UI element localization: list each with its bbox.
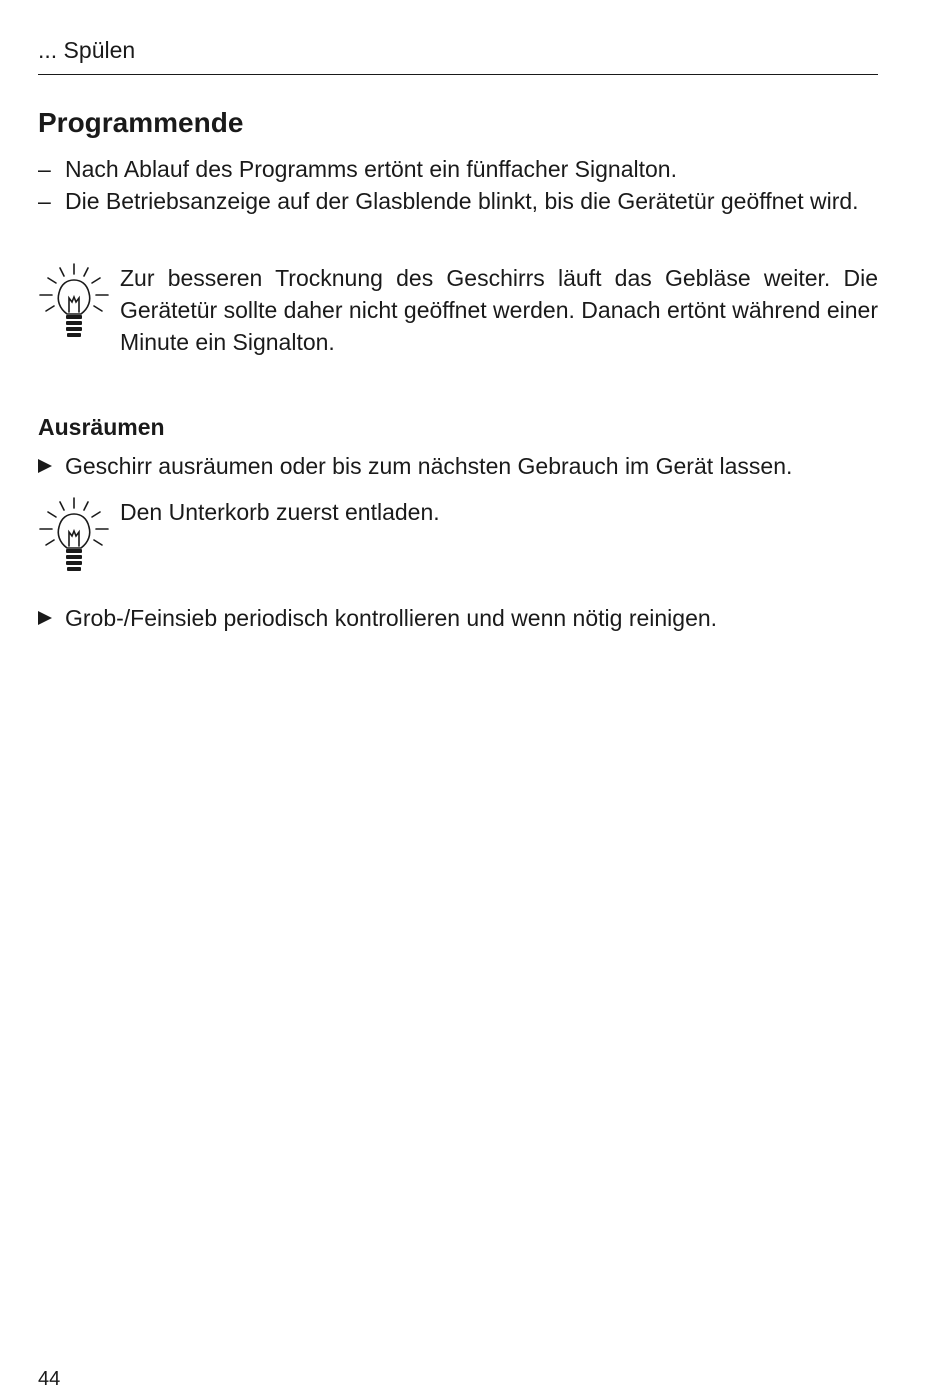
- program-end-list: [38, 153, 878, 217]
- list-item-text: Die Betriebsanzeige auf der Glasblende blinkt, bis die Gerätetür geöffnet wird.: [65, 188, 859, 214]
- instruction-step: [38, 602, 878, 634]
- arrow-bullet-icon: [38, 459, 52, 473]
- dash-bullet: –: [38, 156, 51, 182]
- step-text: Grob-/Feinsieb periodisch kontrollieren und wenn nötig reinigen.: [65, 605, 718, 631]
- tip-text: Zur besseren Trocknung des Geschirrs läuft das Gebläse weiter. Die Gerätetür sollte daher nicht geöffnet werden. Danach ertönt während einer Minute ein Signalton.: [120, 265, 878, 355]
- section-title: Programmende: [38, 107, 244, 138]
- light-bulb-icon: [38, 262, 110, 342]
- list-item: [38, 185, 878, 217]
- header-divider: [38, 74, 878, 75]
- tip-box-drying: [38, 262, 878, 358]
- instruction-step: [38, 450, 878, 482]
- running-header: ... Spülen: [38, 37, 136, 63]
- page-number: 44: [38, 1368, 61, 1390]
- light-bulb-icon: [38, 496, 110, 576]
- tip-box-unload: [38, 496, 878, 528]
- subsection-title: Ausräumen: [38, 414, 165, 440]
- arrow-bullet-icon: [38, 611, 52, 625]
- list-item: [38, 153, 878, 185]
- dash-bullet: –: [38, 188, 51, 214]
- tip-text: Den Unterkorb zuerst entladen.: [120, 499, 440, 525]
- list-item-text: Nach Ablauf des Programms ertönt ein fünffacher Signalton.: [65, 156, 677, 182]
- step-text: Geschirr ausräumen oder bis zum nächsten Gebrauch im Gerät lassen.: [65, 453, 793, 479]
